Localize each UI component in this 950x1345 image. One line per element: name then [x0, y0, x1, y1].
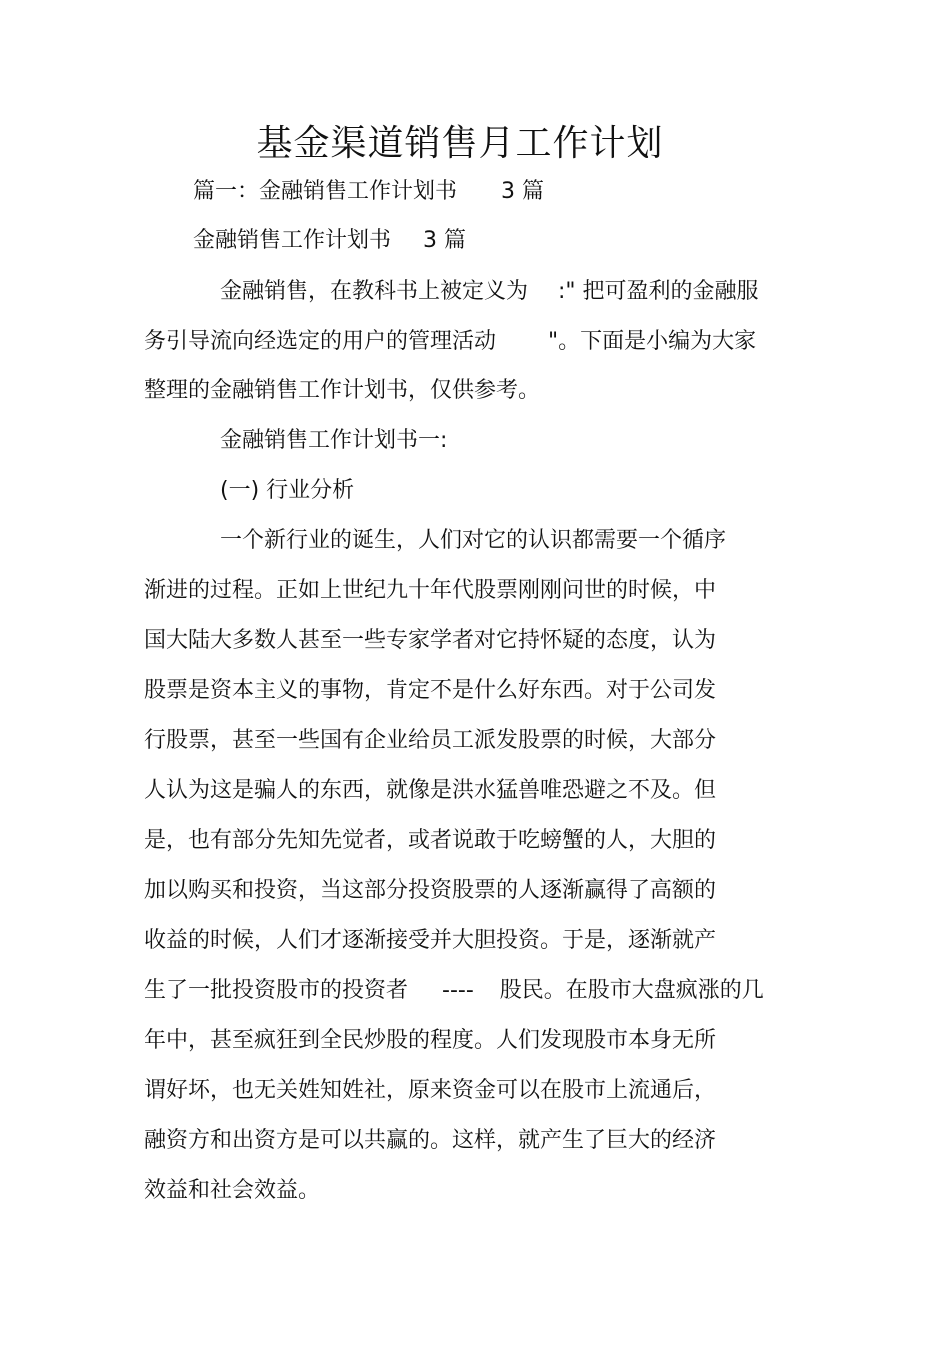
intro-text-2: :" 把可盈利的金融服: [558, 279, 759, 304]
subtitle-1-text: 篇一：金融销售工作计划书: [193, 179, 458, 204]
document-title: 基金渠道销售月工作计划: [256, 123, 664, 164]
intro-line-1: [220, 276, 759, 308]
paragraph-line-7: 是，也有部分先知先觉者，或者说敢于吃螃蟹的人，大胆的: [144, 828, 717, 853]
section-heading: 金融销售工作计划书一:: [220, 428, 448, 453]
paragraph-line-10-b: 股民。在股市大盘疯涨的几: [499, 978, 764, 1003]
subtitle-line-2: [193, 225, 466, 257]
intro-line-2: [144, 326, 756, 358]
subtitle-2-count: 3 篇: [423, 228, 467, 253]
paragraph-line-14: 效益和社会效益。: [144, 1178, 321, 1203]
intro-text-4: "。下面是小编为大家: [548, 329, 757, 354]
paragraph-line-11: 年中，甚至疯狂到全民炒股的程度。人们发现股市本身无所: [144, 1028, 717, 1053]
subtitle-2-text: 金融销售工作计划书: [193, 228, 392, 253]
paragraph-line-13: 融资方和出资方是可以共赢的。这样，就产生了巨大的经济: [144, 1128, 717, 1153]
subsection-heading: (一) 行业分析: [220, 478, 355, 503]
paragraph-line-5: 行股票，甚至一些国有企业给员工派发股票的时候，大部分: [144, 728, 717, 753]
subtitle-line-1: [193, 176, 544, 208]
intro-line-3: 整理的金融销售工作计划书，仅供参考。: [144, 378, 541, 403]
paragraph-line-8: 加以购买和投资，当这部分投资股票的人逐渐赢得了高额的: [144, 878, 717, 903]
paragraph-line-3: 国大陆大多数人甚至一些专家学者对它持怀疑的态度，认为: [144, 628, 717, 653]
paragraph-line-4: 股票是资本主义的事物，肯定不是什么好东西。对于公司发: [144, 678, 717, 703]
paragraph-line-10-a: 生了一批投资股市的投资者: [144, 978, 409, 1003]
paragraph-line-9: 收益的时候，人们才逐渐接受并大胆投资。于是，逐渐就产: [144, 928, 717, 953]
subtitle-1-count: 3 篇: [501, 179, 545, 204]
paragraph-line-10: [144, 975, 764, 1007]
paragraph-line-10-dash: ----: [442, 978, 474, 1003]
paragraph-line-12: 谓好坏，也无关姓知姓社，原来资金可以在股市上流通后，: [144, 1078, 717, 1103]
intro-text-1: 金融销售，在教科书上被定义为: [220, 279, 529, 304]
intro-text-3: 务引导流向经选定的用户的管理活动: [144, 329, 497, 354]
paragraph-line-2: 渐进的过程。正如上世纪九十年代股票刚刚问世的时候，中: [144, 578, 717, 603]
paragraph-line-1: 一个新行业的诞生，人们对它的认识都需要一个循序: [220, 528, 727, 553]
paragraph-line-6: 人认为这是骗人的东西，就像是洪水猛兽唯恐避之不及。但: [144, 778, 717, 803]
